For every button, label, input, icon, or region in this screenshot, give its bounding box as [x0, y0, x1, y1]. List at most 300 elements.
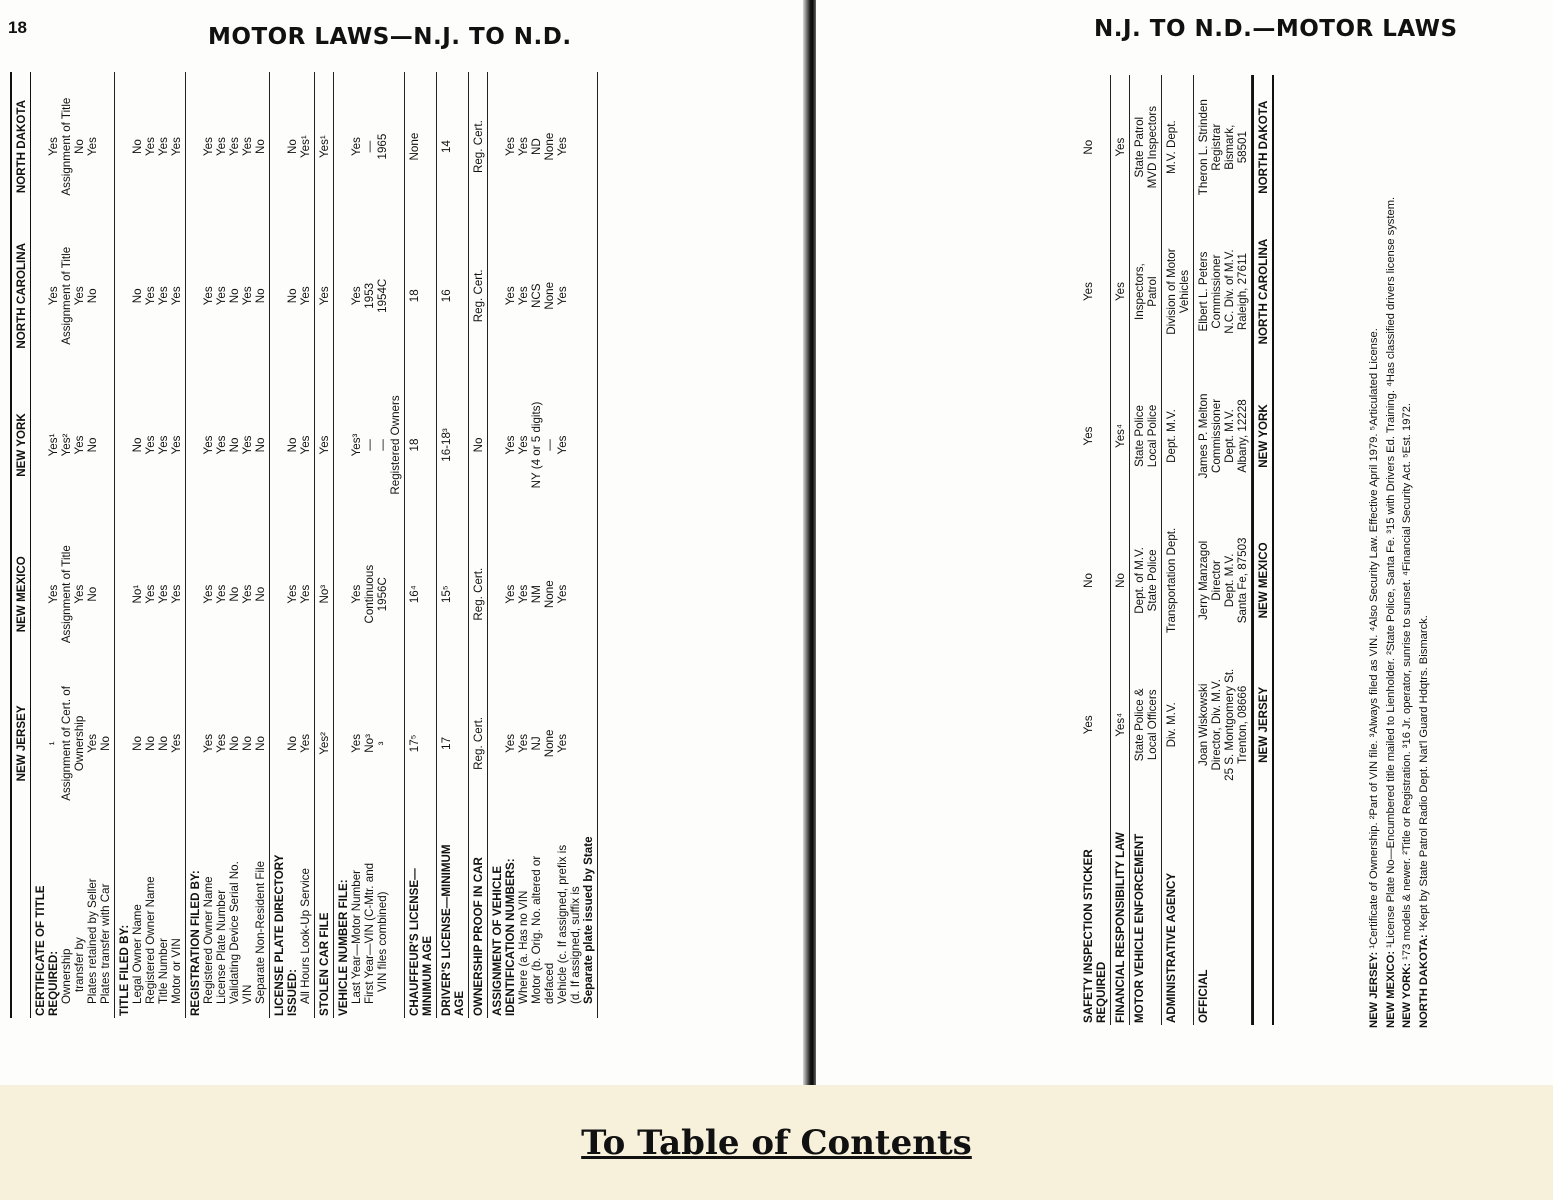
cell-value: 58501	[1236, 131, 1249, 164]
cell-value: Yes	[350, 137, 363, 157]
cell-value: Yes	[504, 584, 517, 604]
table-cell	[437, 520, 455, 669]
table-cell	[315, 221, 333, 370]
table-cell	[1194, 653, 1251, 797]
row-sublabel: Title Number	[157, 938, 170, 1004]
cell-value: No	[241, 735, 254, 751]
table-cell	[31, 669, 114, 818]
table-cell	[334, 72, 391, 221]
cell-value: Yes	[215, 286, 228, 306]
cell-value: No	[86, 288, 99, 304]
table-cell	[270, 72, 314, 221]
table-cell	[315, 669, 333, 818]
cell-value: MVD Inspectors	[1146, 105, 1159, 189]
cell-value: 1956C	[376, 577, 389, 612]
state-column-header: NORTH DAKOTA	[15, 100, 28, 194]
cell-spacer	[118, 74, 131, 219]
cell-value: State Police &	[1133, 688, 1146, 762]
cell-value: No	[131, 288, 144, 304]
section-title: LICENSE PLATE DIRECTORY ISSUED:	[273, 854, 299, 1016]
section-title: TITLE FILED BY:	[118, 924, 131, 1016]
table-cell	[1194, 364, 1251, 508]
cell-value: Yes	[202, 137, 215, 157]
table-cell	[1162, 75, 1180, 219]
page-number: 18	[8, 18, 27, 37]
cell-spacer	[189, 223, 202, 368]
cell-value: Yes¹	[299, 135, 312, 158]
table-cell	[1111, 364, 1129, 508]
cell-value: Yes	[157, 137, 170, 157]
cell-value: Raleigh, 27611	[1236, 253, 1249, 331]
cell-value: 14	[440, 140, 453, 154]
cell-value: Yes	[350, 584, 363, 604]
section-title: FINANCIAL RESPONSIBILITY LAW	[1114, 832, 1127, 1023]
footnote	[1418, 68, 1432, 1028]
left-page	[0, 0, 808, 1085]
table-row	[334, 72, 405, 1018]
table-cell	[186, 72, 269, 221]
cell-value: Albany, 12228	[1236, 399, 1249, 473]
row-sublabel: Separate plate issued by State	[582, 836, 595, 1004]
cell-value: Yes³	[350, 433, 363, 457]
section-title: OFFICIAL	[1197, 969, 1210, 1023]
state-column-header: NEW YORK	[1257, 404, 1270, 468]
cell-value: Theron L. Strinden	[1197, 99, 1210, 196]
table-cell	[315, 520, 333, 669]
cell-value: Division of Motor	[1165, 248, 1178, 335]
cell-spacer	[34, 522, 47, 667]
table-cell	[115, 221, 185, 370]
table-cell	[1130, 653, 1161, 797]
table-row	[1079, 75, 1111, 1025]
cell-value: Yes	[170, 137, 183, 157]
cell-value: Reg. Cert.	[472, 716, 485, 770]
cell-value: Bismark,	[1223, 124, 1236, 170]
row-label	[1079, 797, 1110, 1025]
section-title: MOTOR VEHICLE ENFORCEMENT	[1133, 833, 1146, 1023]
table-cell	[437, 669, 455, 818]
cell-value: State Patrol	[1133, 116, 1146, 178]
row-sublabel: Ownership	[60, 948, 73, 1004]
table-cell	[1079, 75, 1097, 219]
cell-value: No	[86, 586, 99, 602]
cell-value: No	[472, 437, 485, 453]
cell-value: None	[543, 281, 556, 310]
table-cell	[405, 370, 423, 519]
cell-value: Yes	[215, 435, 228, 455]
cell-value: 18	[408, 289, 421, 303]
table-row	[1194, 75, 1252, 1025]
table-cell	[31, 221, 101, 370]
cell-value: Yes	[47, 584, 60, 604]
cell-value: Yes	[73, 435, 86, 455]
cell-value: Yes	[556, 435, 569, 455]
table-cell	[1079, 653, 1097, 797]
table-cell	[115, 72, 185, 221]
table-cell	[1079, 364, 1097, 508]
row-label	[1130, 797, 1148, 1025]
table-cell	[469, 221, 487, 370]
table-cell	[437, 221, 455, 370]
cell-value: Yes	[517, 286, 530, 306]
footnote-state: NEW JERSEY:	[1368, 951, 1380, 1028]
footnote	[1368, 68, 1382, 1028]
cell-value: Yes	[73, 584, 86, 604]
cell-spacer	[189, 671, 202, 816]
table-cell	[186, 370, 269, 519]
cell-value: Yes	[556, 733, 569, 753]
row-sublabel: Validating Device Serial No.	[228, 861, 241, 1004]
cell-value: —	[376, 439, 389, 451]
cell-value: Yes	[517, 584, 530, 604]
cell-value: Vehicles	[1178, 269, 1191, 314]
cell-value: Registered Owners	[389, 395, 402, 495]
header-spacer	[19, 818, 24, 1018]
cell-spacer	[118, 671, 131, 816]
table-cell	[1162, 364, 1180, 508]
cell-value: ¹	[47, 741, 60, 746]
cell-value: ³	[376, 741, 389, 746]
cell-value: Yes	[241, 286, 254, 306]
row-sublabel: Motor or VIN	[170, 938, 183, 1004]
footnote-text: ¹Kept by State Patrol Radio Dept. Nat'l Guard Hdqtrs. Bismarck.	[1417, 615, 1430, 932]
row-label	[115, 818, 185, 1018]
cell-value: Yes	[202, 435, 215, 455]
cell-value: —	[543, 439, 556, 451]
cell-value: No	[254, 139, 267, 154]
right-page-header: N.J. TO N.D.—MOTOR LAWS	[1094, 16, 1458, 42]
row-sublabel: Plates transfer with Car	[99, 883, 112, 1004]
footnote-text: ¹73 models & newer. ²Title or Registration. ³16 Jr. operator, sunrise to sunset. ⁴Financial Security Act. ⁵Est. 1972.	[1401, 402, 1413, 960]
cell-spacer	[491, 223, 504, 368]
cell-value: No	[254, 288, 267, 304]
cell-value: Transportation Dept.	[1165, 527, 1178, 634]
row-label	[315, 818, 333, 1018]
table-row	[1111, 75, 1130, 1025]
table-cell	[315, 72, 333, 221]
cell-value: 25 S. Montgomery St.	[1223, 668, 1236, 781]
table-cell	[469, 520, 487, 669]
cell-value: Yes	[1082, 715, 1095, 735]
right-page	[816, 0, 1553, 1085]
cell-value: 1965	[376, 133, 389, 160]
cell-spacer	[337, 671, 350, 816]
table-cell	[270, 370, 314, 519]
table-cell	[115, 669, 185, 818]
cell-value: Yes	[157, 584, 170, 604]
table-cell	[334, 520, 391, 669]
cell-value: Yes	[504, 435, 517, 455]
cell-value: No	[286, 139, 299, 154]
cell-value: No	[99, 735, 112, 751]
table-row	[405, 72, 437, 1018]
table-cell	[1079, 219, 1097, 363]
state-column-header: NORTH DAKOTA	[1257, 100, 1270, 194]
row-label	[186, 818, 269, 1018]
table-cell	[1130, 364, 1161, 508]
cell-spacer	[34, 223, 47, 368]
footnote-state: NEW YORK:	[1401, 962, 1413, 1028]
cell-value: No	[286, 288, 299, 304]
cell-value: No³	[318, 584, 331, 604]
cell-value: Dept. M.V.	[1223, 553, 1236, 608]
row-label	[405, 818, 436, 1018]
cell-value: Yes	[86, 733, 99, 753]
cell-value: 17⁵	[408, 734, 421, 753]
cell-value: None	[408, 132, 421, 161]
cell-value: —	[363, 140, 376, 153]
cell-value: Yes	[318, 435, 331, 455]
table-cell	[1162, 219, 1193, 363]
table-row	[31, 72, 115, 1018]
row-sublabel: Registered Owner Name	[202, 876, 215, 1004]
footnote	[1385, 68, 1399, 1028]
cell-value: 16⁴	[408, 585, 421, 604]
row-label	[1162, 797, 1180, 1025]
cell-value: Yes	[215, 733, 228, 753]
table-cell	[488, 370, 571, 519]
cell-value: Yes	[286, 584, 299, 604]
cell-value: Yes	[556, 286, 569, 306]
cell-value: Yes	[144, 435, 157, 455]
table-cell	[31, 520, 101, 669]
section-title: STOLEN CAR FILE	[318, 912, 331, 1016]
cell-value: Local Officers	[1146, 689, 1159, 761]
cell-spacer	[491, 74, 504, 219]
cell-value: Yes	[241, 137, 254, 157]
row-sublabel: Registered Owner Name	[144, 876, 157, 1004]
section-title: OWNERSHIP PROOF IN CAR	[472, 857, 485, 1016]
cell-value: Registrar	[1210, 123, 1223, 171]
cell-value: No	[1082, 572, 1095, 588]
cell-value: Yes	[47, 137, 60, 157]
cell-value: Yes	[157, 435, 170, 455]
cell-value: Yes	[202, 286, 215, 306]
cell-value: 1954C	[376, 278, 389, 313]
cell-value: Yes	[504, 137, 517, 157]
cell-value: Director	[1210, 560, 1223, 601]
cell-value: Trenton, 08666	[1236, 685, 1249, 764]
table-cell	[488, 669, 571, 818]
cell-value: No	[157, 735, 170, 751]
cell-value: Yes	[47, 286, 60, 306]
row-sublabel: All Hours Look-Up Service	[299, 868, 312, 1004]
cell-value: None	[543, 580, 556, 609]
cell-value: No	[286, 735, 299, 751]
row-label	[270, 818, 314, 1018]
row-sublabel: Where (a. Has no VIN	[517, 890, 530, 1004]
table-cell	[270, 221, 314, 370]
cell-value: Yes	[170, 286, 183, 306]
cell-spacer	[118, 522, 131, 667]
cell-spacer	[337, 522, 350, 667]
cell-value: Assignment of Title	[60, 246, 73, 345]
cell-value: No	[1082, 139, 1095, 155]
table-cell	[1130, 75, 1161, 219]
cell-value: 1953	[363, 282, 376, 309]
row-sublabel: transfer by	[73, 937, 86, 992]
header-spacer	[1261, 797, 1266, 1025]
cell-value: No³	[363, 734, 376, 753]
cell-value: Yes	[299, 584, 312, 604]
table-row	[315, 72, 334, 1018]
cell-value: James P. Melton	[1197, 393, 1210, 479]
table-cell	[469, 669, 487, 818]
cell-value: 17	[440, 736, 453, 750]
table-cell	[115, 370, 185, 519]
section-title: SAFETY INSPECTION STICKER REQUIRED	[1082, 849, 1108, 1023]
left-table	[10, 72, 756, 1018]
cell-value: Yes	[556, 584, 569, 604]
cell-spacer	[34, 372, 47, 517]
state-column-header: NEW MEXICO	[15, 556, 28, 633]
cell-value: Yes⁴	[1114, 712, 1127, 737]
row-label	[437, 818, 468, 1018]
cell-value: Yes	[504, 286, 517, 306]
cell-spacer	[34, 74, 47, 219]
row-sublabel: VIN	[241, 984, 254, 1004]
cell-value: Continuous	[363, 564, 376, 624]
cell-value: No	[144, 735, 157, 751]
table-cell	[437, 370, 455, 519]
table-cell	[334, 370, 404, 519]
row-sublabel: Legal Owner Name	[131, 904, 144, 1004]
cell-value: Assignment of Title	[60, 545, 73, 644]
cell-value: Yes	[215, 584, 228, 604]
table-row	[469, 72, 488, 1018]
cell-value: NY (4 or 5 digits)	[530, 401, 543, 489]
table-cell	[31, 72, 101, 221]
state-column-header: NORTH CAROLINA	[1257, 238, 1270, 345]
cell-value: None	[543, 132, 556, 161]
table-cell	[1111, 508, 1129, 652]
cell-value: Yes	[228, 137, 241, 157]
table-cell	[488, 72, 571, 221]
row-sublabel: VIN files combined)	[376, 891, 389, 992]
cell-spacer	[273, 74, 286, 219]
row-sublabel: Vehicle (c. If assigned, prefix is	[556, 844, 569, 1004]
cell-value: 15⁵	[440, 585, 453, 604]
cell-value: Yes	[350, 733, 363, 753]
cell-value: NCS	[530, 283, 543, 309]
cell-value: Yes	[299, 286, 312, 306]
cell-value: Yes	[170, 435, 183, 455]
cell-value: Yes⁴	[1114, 424, 1127, 448]
row-sublabel: First Year—VIN (C-Mtr. and	[363, 862, 376, 1004]
cell-spacer	[189, 372, 202, 517]
cell-spacer	[189, 74, 202, 219]
cell-value: No	[1114, 572, 1127, 588]
cell-value: Yes¹	[47, 433, 60, 457]
table-cell	[1130, 508, 1161, 652]
cell-value: Yes	[202, 584, 215, 604]
cell-value: Yes	[504, 733, 517, 753]
section-title: CHAUFFEUR'S LICENSE—MINIMUM AGE	[408, 868, 434, 1016]
table-cell	[469, 370, 487, 519]
cell-value: —	[363, 439, 376, 451]
cell-spacer	[491, 671, 504, 816]
cell-value: State Police	[1133, 405, 1146, 467]
cell-value: No	[228, 288, 241, 304]
cell-value: Yes	[241, 584, 254, 604]
cell-value: ND	[530, 138, 543, 155]
footnote-text: ¹Certificate of Ownership. ²Part of VIN file. ³Always filed as VIN. ⁴Also Security Law. Effective April 1979. ⁵Articulated License.	[1368, 328, 1380, 949]
cell-value: Yes	[86, 137, 99, 157]
section-title: CERTIFICATE OF TITLE REQUIRED:	[34, 885, 60, 1016]
cell-value: No	[254, 735, 267, 751]
cell-spacer	[273, 522, 286, 667]
cell-value: Elbert L. Peters	[1197, 251, 1210, 332]
cell-spacer	[337, 223, 350, 368]
cell-value: 16-18³	[440, 428, 453, 462]
table-of-contents-link[interactable]: To Table of Contents	[581, 1123, 972, 1163]
cell-value: Yes	[144, 137, 157, 157]
row-label	[488, 818, 597, 1018]
cell-value: Yes	[517, 137, 530, 157]
cell-value: M.V. Dept.	[1165, 120, 1178, 175]
cell-value: None	[543, 729, 556, 758]
cell-value: Yes	[215, 137, 228, 157]
cell-value: Div. M.V.	[1165, 702, 1178, 748]
cell-value: Dept. of M.V.	[1133, 547, 1146, 614]
table-cell	[488, 221, 571, 370]
table-row	[270, 72, 315, 1018]
cell-value: Yes	[556, 137, 569, 157]
footnote-state: NEW MEXICO:	[1384, 950, 1397, 1028]
cell-value: Yes	[350, 286, 363, 306]
table-cell	[1130, 219, 1161, 363]
cell-spacer	[34, 671, 47, 816]
cell-value: Yes	[299, 733, 312, 753]
cell-value: 16	[440, 289, 453, 303]
cell-value: Yes	[170, 733, 183, 753]
footnotes	[1368, 68, 1434, 1028]
footnote	[1401, 68, 1415, 1028]
table-cell	[334, 669, 391, 818]
cell-value: N.C. Div. of M.V.	[1223, 249, 1236, 334]
row-sublabel: (d. If assigned, suffix is	[569, 886, 582, 1004]
cell-value: Yes²	[318, 732, 331, 755]
row-label	[469, 818, 487, 1018]
cell-value: Patrol	[1146, 276, 1159, 307]
table-row	[488, 72, 598, 1018]
cell-value: Inspectors,	[1133, 263, 1146, 320]
table-cell	[1111, 75, 1129, 219]
table-cell	[334, 221, 391, 370]
cell-value: No	[131, 139, 144, 154]
table-cell	[315, 370, 333, 519]
section-title: ADMINISTRATIVE AGENCY	[1165, 872, 1178, 1023]
cell-value: Yes¹	[318, 135, 331, 158]
table-cell	[270, 669, 314, 818]
cell-spacer	[273, 671, 286, 816]
cell-value: Reg. Cert.	[472, 120, 485, 174]
cell-value: Yes	[144, 286, 157, 306]
table-cell	[1111, 219, 1129, 363]
cell-spacer	[118, 223, 131, 368]
cell-value: NJ	[530, 736, 543, 751]
table-cell	[186, 520, 269, 669]
cell-value: Yes	[144, 584, 157, 604]
cell-spacer	[337, 372, 350, 517]
section-title: VEHICLE NUMBER FILE:	[337, 879, 350, 1016]
table-cell	[405, 520, 423, 669]
row-sublabel: Separate Non-Resident File	[254, 860, 267, 1004]
cell-value: Dept. M.V.	[1223, 409, 1236, 463]
cell-spacer	[337, 74, 350, 219]
row-label	[31, 818, 114, 1018]
cell-value: Yes	[1114, 137, 1127, 157]
